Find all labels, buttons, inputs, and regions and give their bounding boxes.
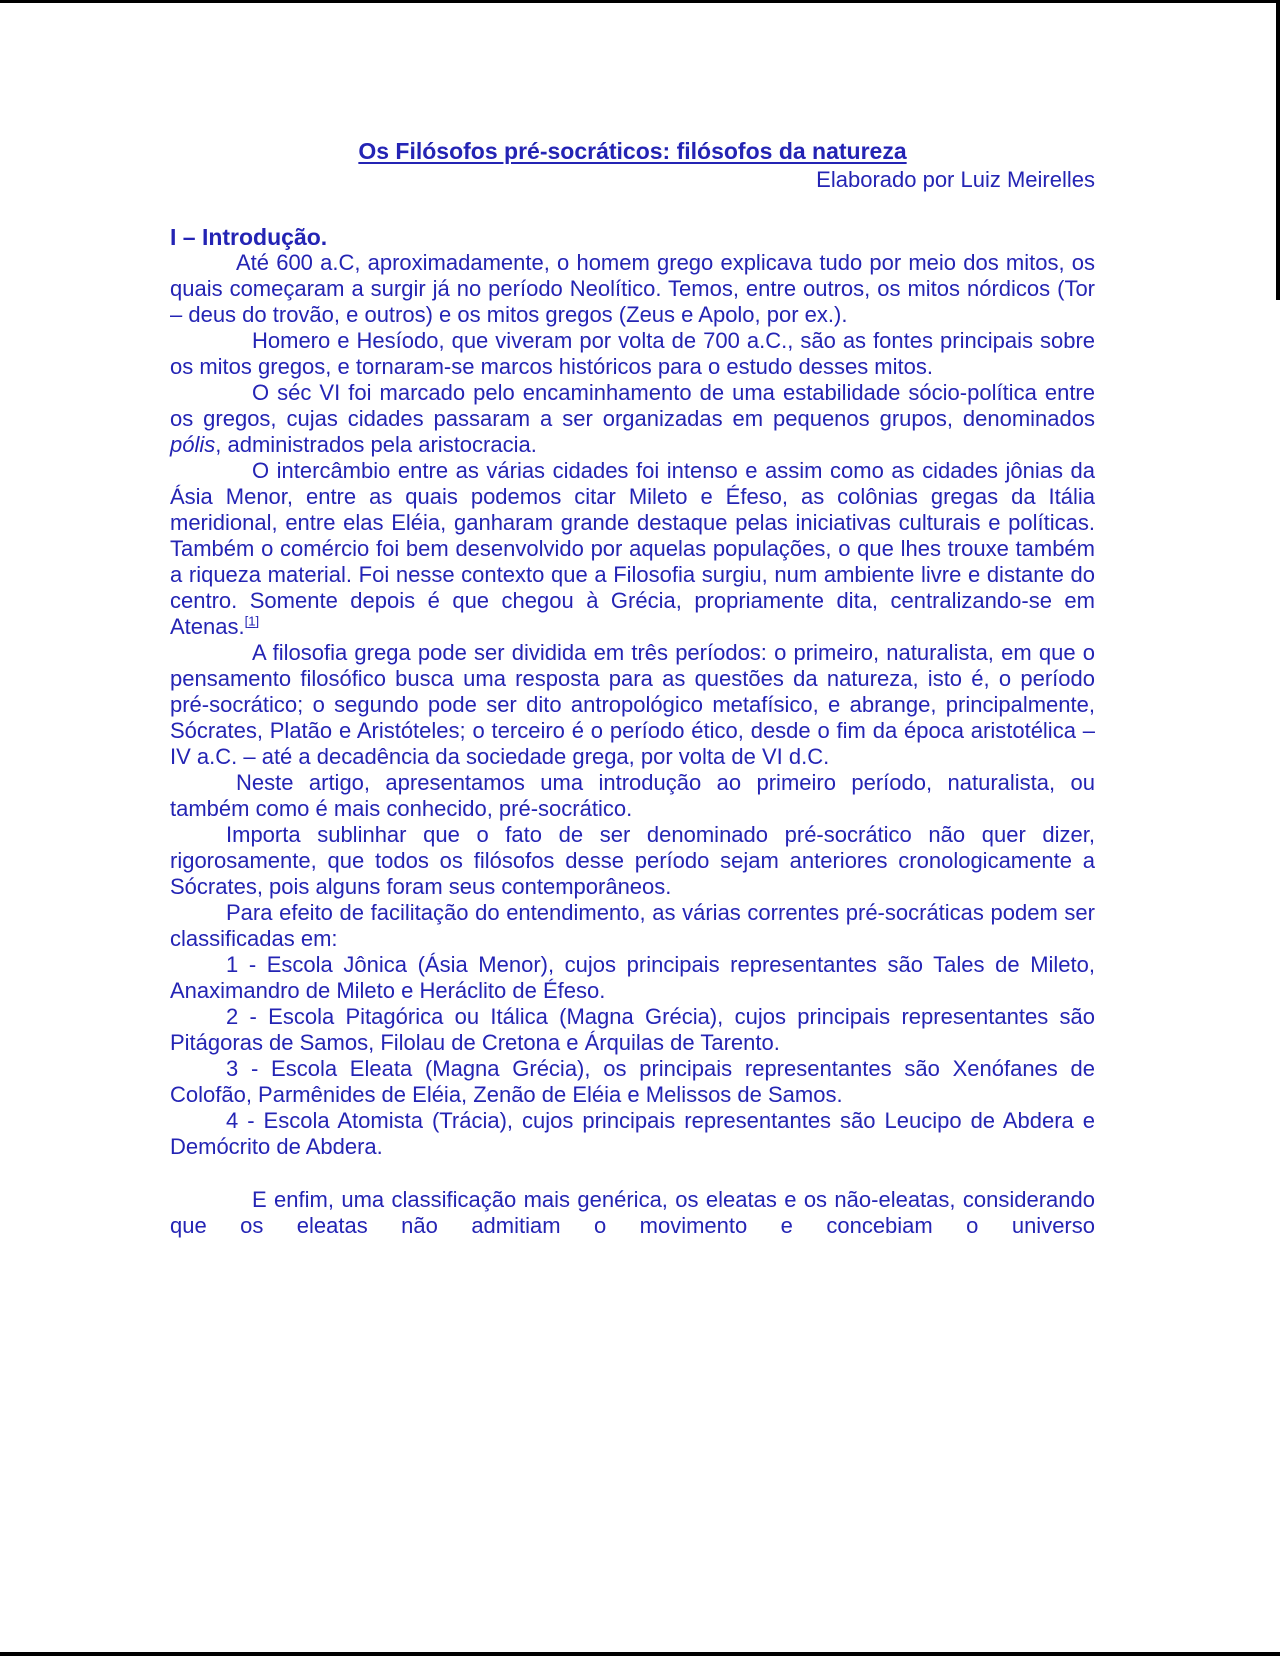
section-heading-introduction: I – Introdução. xyxy=(170,224,328,250)
page-border-right xyxy=(1276,0,1280,300)
paragraph-myths: Até 600 a.C, aproximadamente, o homem grego explicava tudo por meio dos mitos, os quais começaram a surgir já no período Neolítico. Temos, entre outros, os mitos nórdicos (Tor – deus do trovão, e outros) e os mitos gregos (Zeus e Apolo, por ex.). xyxy=(170,250,1095,327)
page-border-bottom xyxy=(0,1652,1280,1656)
paragraph-article-intro: Neste artigo, apresentamos uma introdução ao primeiro período, naturalista, ou também como é mais conhecido, pré-socrático. xyxy=(170,770,1095,821)
paragraph-text: , administrados pela aristocracia. xyxy=(215,432,537,457)
paragraph-city-exchange xyxy=(170,458,1095,640)
paragraph-presocratic-note: Importa sublinhar que o fato de ser denominado pré-socrático não quer dizer, rigorosamente, que todos os filósofos desse período sejam anteriores cronologicamente a Sócrates, pois alguns foram seus contemporâneos. xyxy=(170,822,1095,899)
paragraph-century-vi xyxy=(170,380,1095,458)
paragraph-classification-intro: Para efeito de facilitação do entendimento, as várias correntes pré-socráticas podem ser classificadas em: xyxy=(170,900,1095,951)
paragraph-eleatics-generic: E enfim, uma classificação mais genérica, os eleatas e os não-eleatas, considerando que os eleatas não admitiam o movimento e concebiam o universo xyxy=(170,1187,1095,1238)
footnote-ref-1[interactable]: [1] xyxy=(244,613,260,629)
document-body xyxy=(170,138,1095,1239)
paragraph-text: O intercâmbio entre as várias cidades foi intenso e assim como as cidades jônias da Ásia Menor, entre as quais podemos citar Mileto e Éfeso, as colônias gregas da Itália meridional, entre elas Eléia, ganharam grande destaque pelas iniciativas culturais e políticas. Também o comércio foi bem desenvolvido por aquelas populações, o que lhes trouxe também a riqueza material. Foi nesse contexto que a Filosofia surgiu, num ambiente livre e distante do centro. Somente depois é que chegou à Grécia, propriamente dita, centralizando-se em Atenas. xyxy=(170,458,1095,639)
page-border-top xyxy=(0,0,1280,3)
paragraph-homer-hesiod: Homero e Hesíodo, que viveram por volta de 700 a.C., são as fontes principais sobre os mitos gregos, e tornaram-se marcos históricos para o estudo desses mitos. xyxy=(170,328,1095,379)
byline: Elaborado por Luiz Meirelles xyxy=(816,167,1095,192)
list-item-school-atomist: 4 - Escola Atomista (Trácia), cujos principais representantes são Leucipo de Abdera e Demócrito de Abdera. xyxy=(170,1108,1095,1159)
paragraph-text: O séc VI foi marcado pelo encaminhamento de uma estabilidade sócio-política entre os gregos, cujas cidades passaram a ser organizadas em pequenos grupos, denominados xyxy=(170,380,1095,431)
document-title: Os Filósofos pré-socráticos: filósofos da natureza xyxy=(358,138,907,164)
list-item-school-pythagorean: 2 - Escola Pitagórica ou Itálica (Magna Grécia), cujos principais representantes são Pitágoras de Samos, Filolau de Cretona e Árquilas de Tarento. xyxy=(170,1004,1095,1055)
polis-italic-term: pólis xyxy=(170,432,216,457)
list-item-school-eleatic: 3 - Escola Eleata (Magna Grécia), os principais representantes são Xenófanes de Colofão, Parmênides de Eléia, Zenão de Eléia e Melissos de Samos. xyxy=(170,1056,1095,1107)
list-item-school-ionian: 1 - Escola Jônica (Ásia Menor), cujos principais representantes são Tales de Mileto, Anaximandro de Mileto e Heráclito de Éfeso. xyxy=(170,952,1095,1003)
paragraph-three-periods: A filosofia grega pode ser dividida em três períodos: o primeiro, naturalista, em que o pensamento filosófico busca uma resposta para as questões da natureza, isto é, o período pré-socrático; o segundo pode ser dito antropológico metafísico, e abrange, principalmente, Sócrates, Platão e Aristóteles; o terceiro é o período ético, desde o fim da época aristotélica – IV a.C. – até a decadência da sociedade grega, por volta de VI d.C. xyxy=(170,640,1095,769)
